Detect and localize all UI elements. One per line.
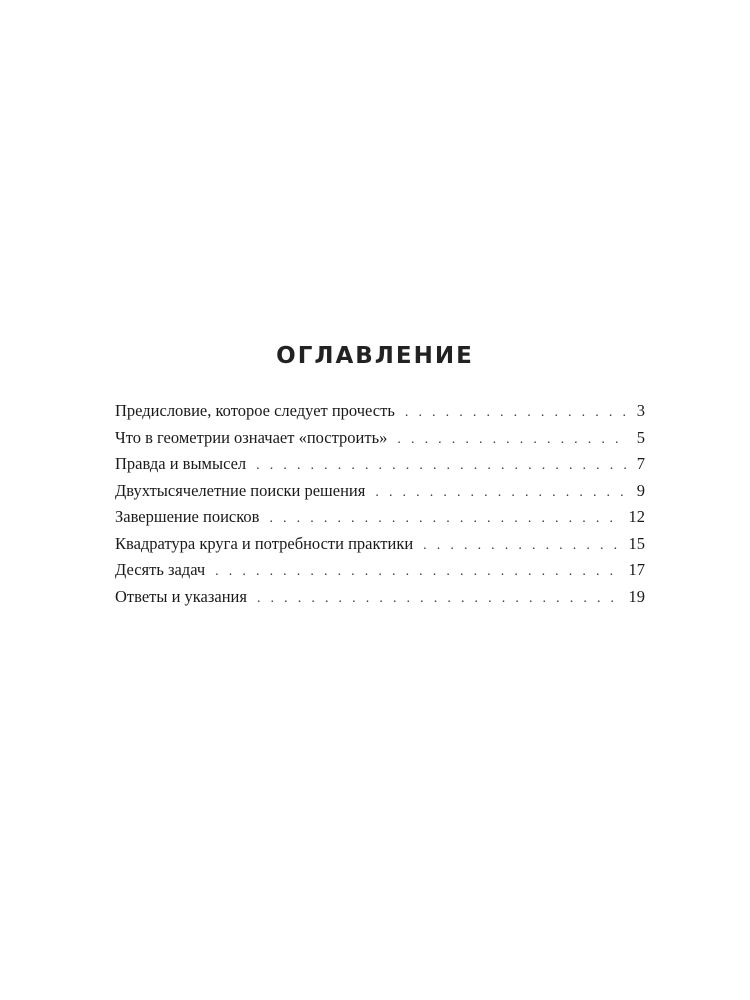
dot-leader (215, 564, 618, 580)
toc-entry[interactable] (115, 560, 645, 587)
dot-leader (257, 591, 619, 607)
toc-entry-page: 5 (636, 427, 645, 447)
toc-title: ОГЛАВЛЕНИЕ (276, 343, 474, 369)
toc-entry-page: 19 (628, 586, 645, 606)
toc-entry-title: Десять задач (115, 560, 206, 579)
toc-list (115, 401, 645, 613)
toc-entry-page: 7 (636, 454, 645, 473)
dot-leader (375, 485, 626, 501)
toc-entry[interactable] (115, 587, 645, 614)
toc-entry[interactable] (115, 481, 645, 508)
toc-entry-title: Ответы и указания (115, 586, 247, 606)
toc-entry-page: 9 (636, 480, 645, 500)
toc-entry-title: Правда и вымысел (115, 454, 247, 473)
dot-leader (269, 511, 618, 527)
toc-entry[interactable] (115, 428, 645, 455)
dot-leader (397, 432, 626, 448)
dot-leader (405, 405, 627, 421)
toc-entry-page: 17 (628, 560, 645, 579)
toc-entry-title: Предисловие, которое следует прочесть (115, 401, 395, 420)
toc-entry-page: 15 (628, 533, 645, 553)
toc-entry[interactable] (115, 401, 645, 428)
toc-entry-page: 3 (636, 401, 645, 420)
toc-entry[interactable] (115, 507, 645, 534)
toc-entry-title: Завершение поисков (115, 507, 260, 526)
toc-entry-title: Квадратура круга и потребности практики (115, 533, 414, 553)
toc-entry-page: 12 (628, 507, 645, 526)
toc-entry-title: Двухтысячелетние поиски решения (115, 480, 366, 500)
toc-entry[interactable] (115, 534, 645, 561)
dot-leader (423, 538, 618, 554)
toc-entry-title: Что в геометрии означает «построить» (115, 427, 388, 447)
toc-entry[interactable] (115, 454, 645, 481)
dot-leader (256, 458, 627, 474)
